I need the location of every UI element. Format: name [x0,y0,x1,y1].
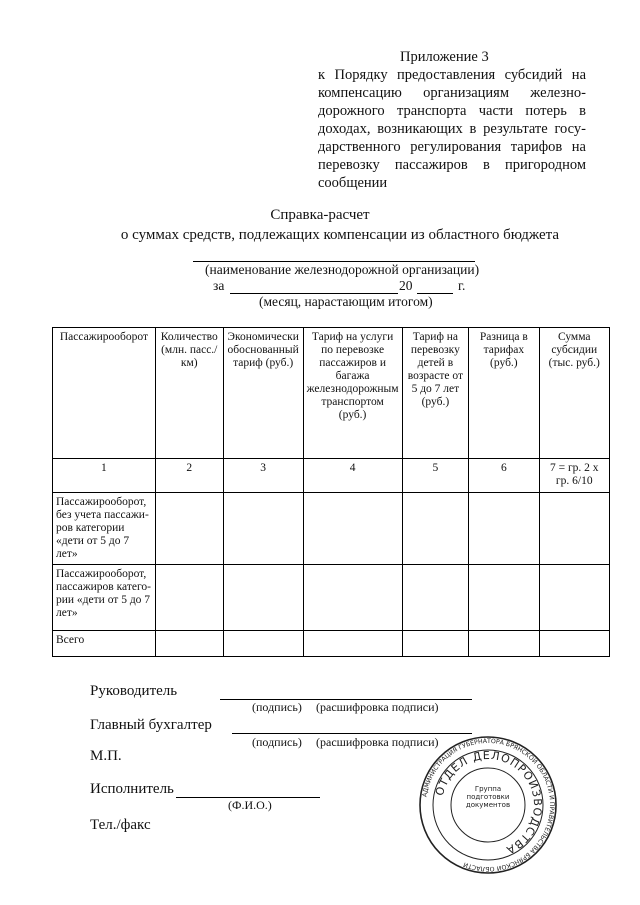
column-number: 6 [469,459,539,493]
executor-label: Исполнитель [90,781,174,797]
table-cell[interactable] [469,631,539,657]
row-label: Пассажирооборот, пассажиров катего-рии «дети от 5 до 7 лет» [53,565,156,631]
table-cell[interactable] [223,631,303,657]
seal-place-label: М.П. [90,748,122,764]
header-cell: Тариф на перевозку детей в возрасте от 5 до 7 лет (руб.) [402,328,469,459]
table-row-total [53,631,610,657]
header-cell: Экономически обоснованный тариф (руб.) [223,328,303,459]
table-cell[interactable] [155,565,223,631]
executor-caption: (Ф.И.О.) [228,798,272,812]
table-cell[interactable] [303,565,402,631]
period-year: 20 [399,278,413,293]
table-cell[interactable] [402,631,469,657]
table-cell[interactable] [303,631,402,657]
table-cell[interactable] [469,493,539,565]
table-cell[interactable] [402,565,469,631]
organization-caption: (наименование железнодорожной организации) [205,262,480,277]
column-number: 5 [402,459,469,493]
table-cell[interactable] [469,565,539,631]
document-subtitle: о суммах средств, подлежащих компенсации из областного бюджета [120,227,560,243]
header-cell: Тариф на услуги по перевозке пассажиров и багажа железнодорожным транспортом (руб.) [303,328,402,459]
department-stamp [418,735,558,875]
table-cell[interactable] [223,565,303,631]
period-prefix: за [213,278,225,293]
column-number: 3 [223,459,303,493]
table-row [53,565,610,631]
decoding-caption: (расшифровка подписи) [316,700,439,714]
signature-caption: (подпись) [252,735,302,749]
table-cell[interactable] [223,493,303,565]
table-cell[interactable] [155,493,223,565]
appendix-text: к Порядку предоставления субсидий на компенсацию организациям железно-дорожного транспорта части потерь в доходах, возникающих в результате госу-дарственного регулирования тарифов на перевозку пассажиров в пригородном сообщении [318,67,586,191]
document-title: Справка-расчет [270,207,370,223]
table-cell[interactable] [303,493,402,565]
stamp-ring-text: ОТДЕЛ ДЕЛОПРОИЗВОДСТВА [432,748,545,857]
table-cell[interactable] [155,631,223,657]
column-number-row [53,459,610,493]
header-cell: Сумма субсидии (тыс. руб.) [539,328,610,459]
stamp-outer-text: АДМИНИСТРАЦИЯ ГУБЕРНАТОРА БРЯНСКОЙ ОБЛАСТИ И ПРАВИТЕЛЬСТВА БРЯНСКОЙ ОБЛАСТИ [421,737,556,873]
appendix-block [318,48,586,192]
column-number: 4 [303,459,402,493]
column-number: 7 = гр. 2 х гр. 6/10 [539,459,610,493]
appendix-title: Приложение 3 [400,49,489,65]
head-label: Руководитель [90,683,178,699]
phone-fax-label: Тел./факс [90,817,151,833]
header-cell: Количество (млн. пасс./км) [155,328,223,459]
row-label: Всего [53,631,156,657]
row-label: Пассажирооборот, без учета пассажи-ров категории «дети от 5 до 7 лет» [53,493,156,565]
subsidy-table [52,327,610,657]
table-cell[interactable] [539,493,610,565]
period-suffix: г. [458,278,466,293]
stamp-center-text: Группа подготовки документов [465,785,511,809]
signature-caption: (подпись) [252,700,302,714]
column-number: 2 [155,459,223,493]
header-cell: Разница в тарифах (руб.) [469,328,539,459]
table-cell[interactable] [539,631,610,657]
table-row [53,493,610,565]
period-caption: (месяц, нарастающим итогом) [259,294,433,309]
chief-accountant-signature-line[interactable] [232,733,472,734]
header-cell: Пассажирооборот [53,328,156,459]
table-header-row [53,328,610,459]
decoding-caption: (расшифровка подписи) [316,735,439,749]
chief-accountant-label: Главный бухгалтер [90,717,212,733]
table-cell[interactable] [402,493,469,565]
table-cell[interactable] [539,565,610,631]
column-number: 1 [53,459,156,493]
